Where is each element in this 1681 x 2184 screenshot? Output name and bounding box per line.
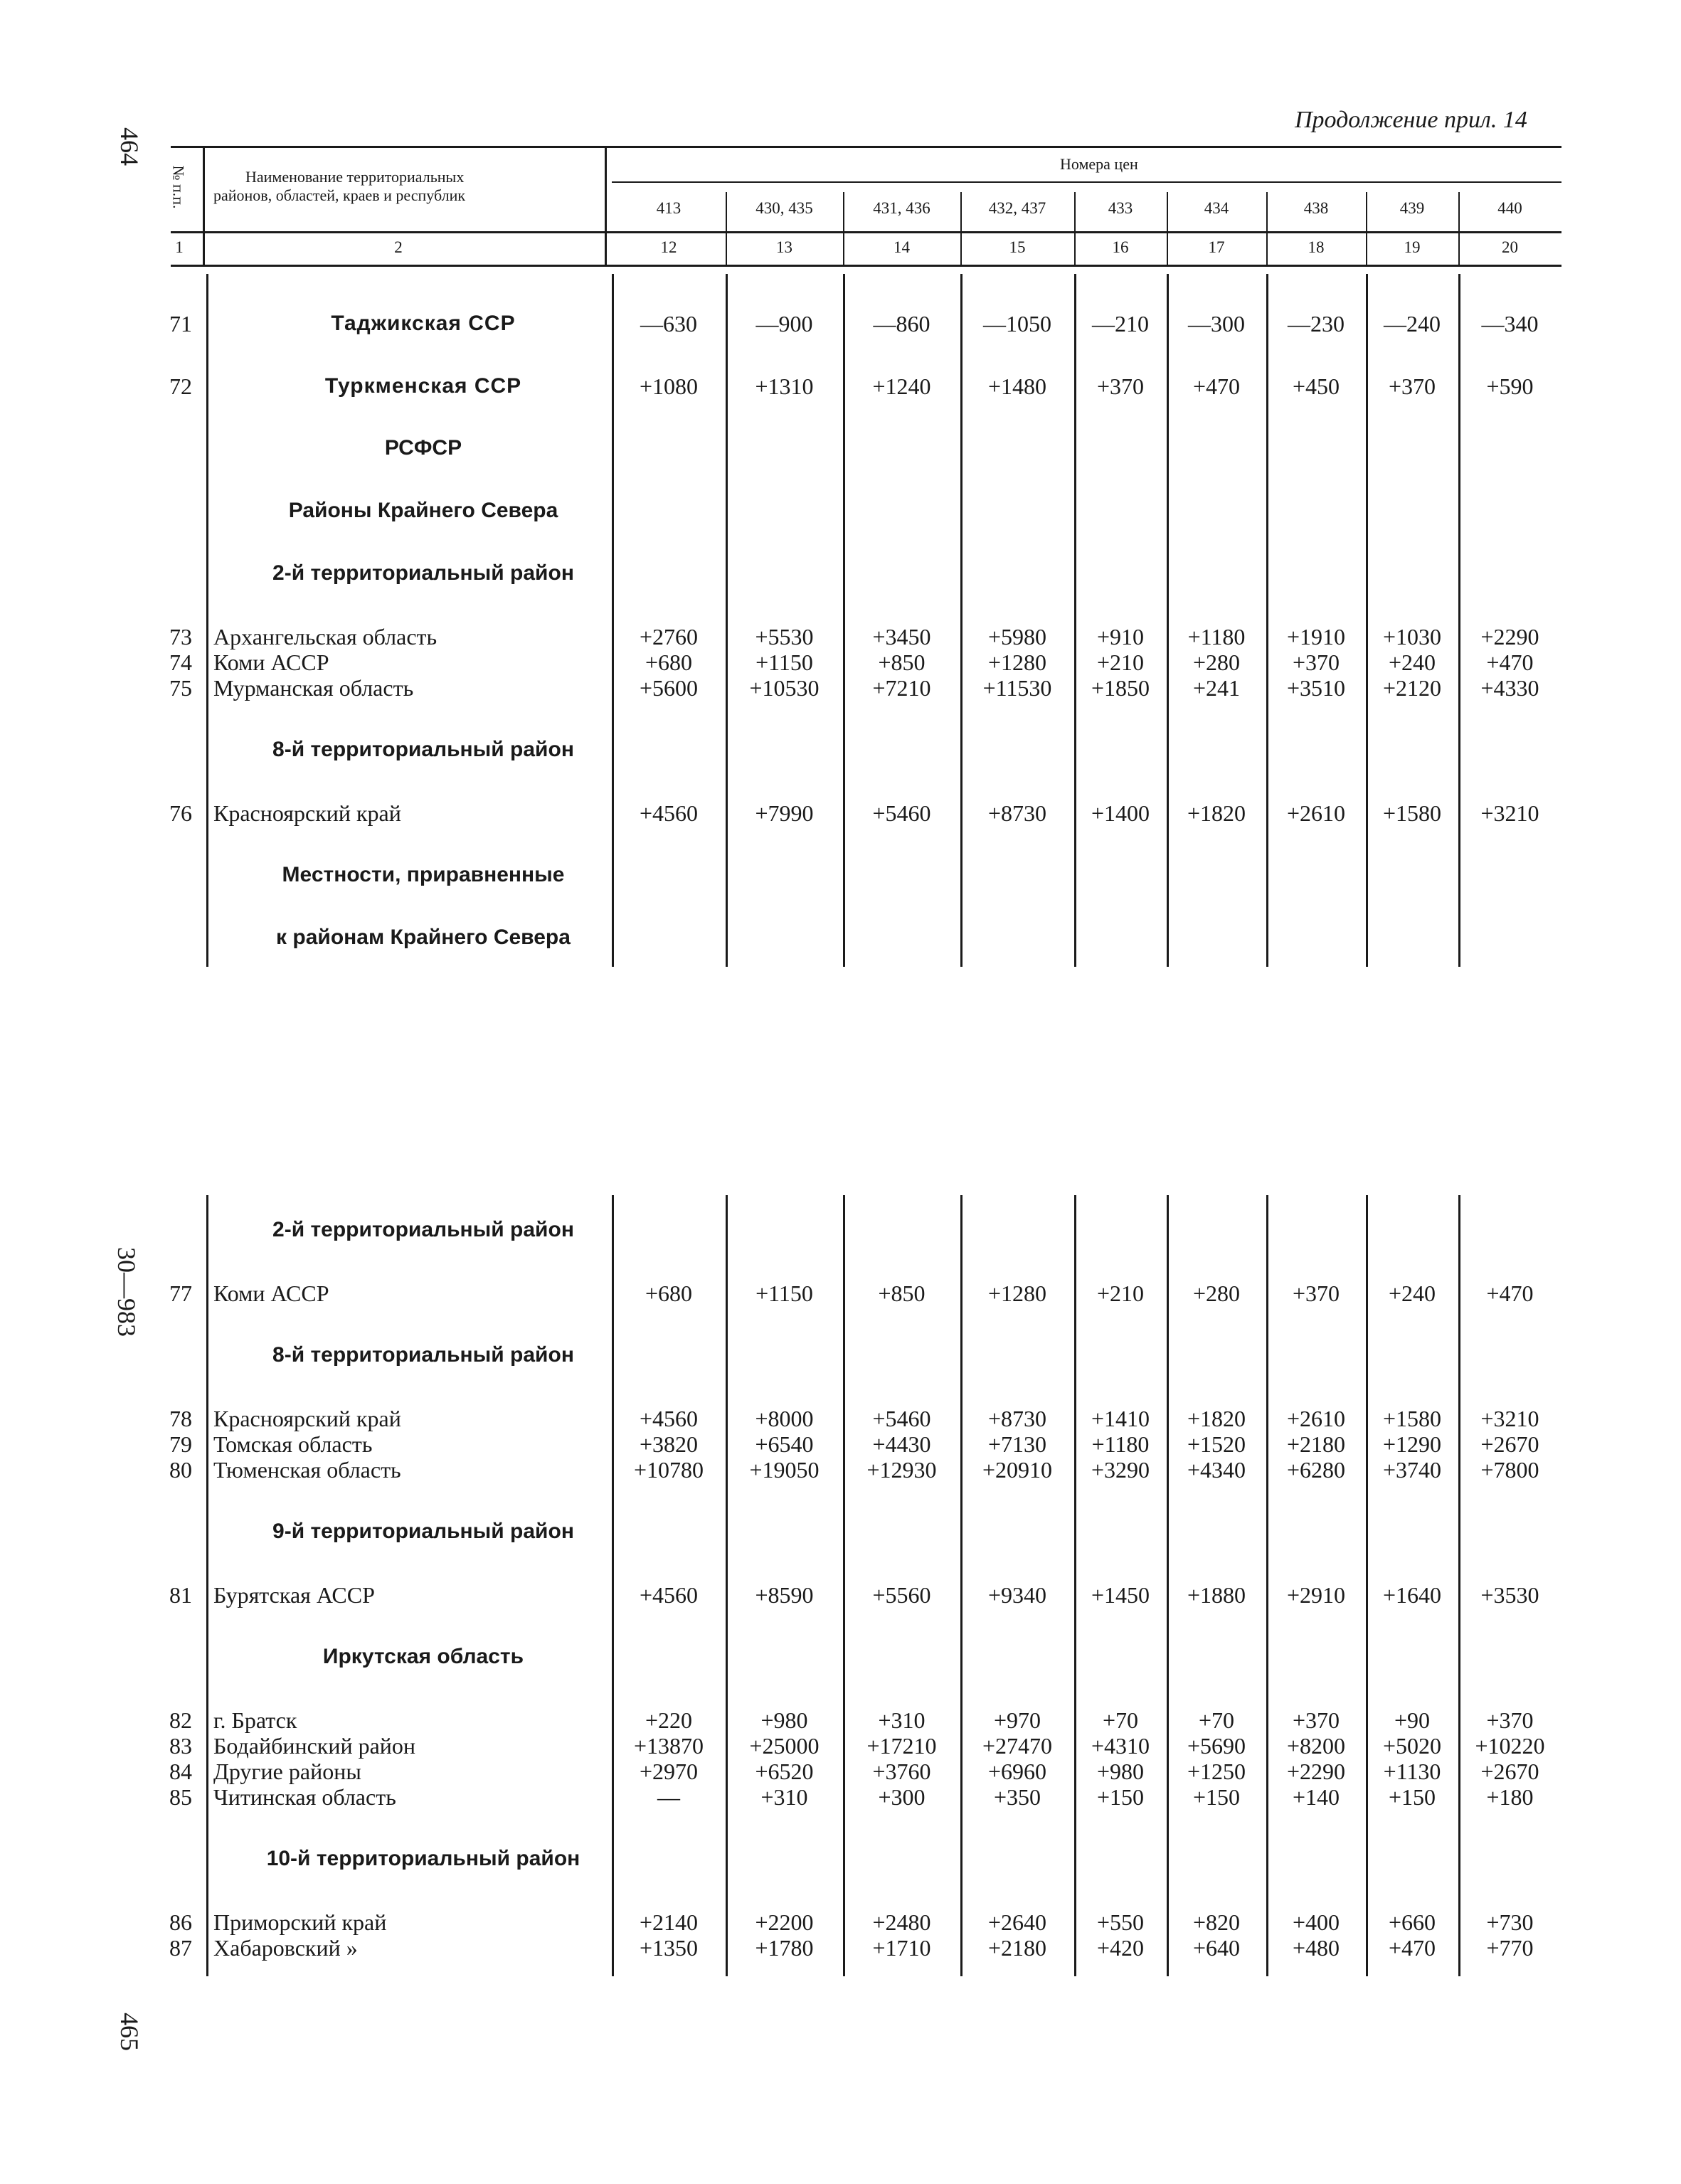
column-rule	[1167, 274, 1169, 967]
column-index: 13	[776, 238, 792, 256]
column-index: 20	[1502, 238, 1518, 256]
price-value-cell: +180	[1486, 1784, 1534, 1810]
price-value-cell: +2670	[1480, 1759, 1539, 1784]
price-value-cell: +10530	[749, 675, 820, 701]
price-value-cell: +5020	[1382, 1733, 1442, 1759]
price-value-cell: +2180	[987, 1935, 1047, 1961]
header-bottom-rule	[171, 265, 1561, 267]
price-value-cell: +3210	[1480, 800, 1539, 826]
column-index: 12	[660, 238, 677, 256]
table-upper-block	[157, 274, 1579, 985]
price-value-cell: +480	[1292, 1935, 1340, 1961]
price-value-cell: +1290	[1382, 1431, 1442, 1457]
region-name: Таджикская ССР	[331, 312, 516, 335]
price-value-cell: —230	[1288, 311, 1345, 336]
column-index: 16	[1112, 238, 1129, 256]
price-value-cell: +3210	[1480, 1406, 1539, 1431]
price-value-cell: +1820	[1187, 800, 1246, 826]
price-value-cell: +3820	[639, 1431, 699, 1457]
price-value-cell: +70	[1198, 1707, 1235, 1733]
column-rule	[726, 1195, 728, 1976]
column-rule	[1167, 1195, 1169, 1976]
price-value-cell: +90	[1394, 1707, 1431, 1733]
price-value-cell: +1410	[1091, 1406, 1150, 1431]
price-value-cell: +1130	[1383, 1759, 1441, 1784]
price-code-header: 439	[1399, 199, 1425, 217]
price-value-cell: +370	[1486, 1707, 1534, 1733]
price-value-cell: +2670	[1480, 1431, 1539, 1457]
price-value-cell: +240	[1388, 650, 1436, 675]
price-value-cell: +150	[1096, 1784, 1145, 1810]
column-rule	[612, 1195, 614, 1976]
price-value-cell: +6520	[755, 1759, 814, 1784]
section-heading: Местности, приравненные	[282, 863, 565, 886]
column-rule	[1458, 274, 1460, 967]
section-heading: 2-й территориальный район	[272, 1218, 574, 1241]
price-value-cell: +8730	[987, 800, 1047, 826]
region-name: Коми АССР	[213, 1281, 329, 1306]
price-value-cell: +1280	[987, 650, 1047, 675]
price-code-header: 440	[1497, 199, 1522, 217]
price-value-cell: +450	[1292, 373, 1340, 399]
column-index: 18	[1308, 238, 1325, 256]
column-rule	[206, 274, 208, 967]
price-value-cell: +2910	[1286, 1582, 1346, 1608]
column-rule	[843, 274, 845, 967]
price-value-cell: +550	[1096, 1909, 1145, 1935]
row-number: 75	[169, 675, 192, 701]
price-value-cell: —340	[1481, 311, 1539, 336]
price-value-cell: +6960	[987, 1759, 1047, 1784]
price-value-cell: —	[657, 1784, 680, 1810]
price-value-cell: +2200	[755, 1909, 814, 1935]
region-name: Красноярский край	[213, 1406, 401, 1431]
region-name: Хабаровский »	[213, 1935, 358, 1961]
row-number: 87	[169, 1935, 192, 1961]
header-divider	[605, 146, 607, 265]
price-value-cell: +1450	[1091, 1582, 1150, 1608]
price-value-cell: +1240	[872, 373, 931, 399]
price-value-cell: +220	[645, 1707, 693, 1733]
row-number: 71	[169, 311, 192, 336]
price-value-cell: +2290	[1286, 1759, 1346, 1784]
section-heading: РСФСР	[384, 436, 462, 460]
price-value-cell: —300	[1188, 311, 1245, 336]
price-value-cell: +470	[1192, 373, 1241, 399]
price-value-cell: +1820	[1187, 1406, 1246, 1431]
column-rule	[1366, 1195, 1368, 1976]
price-value-cell: +1580	[1382, 1406, 1442, 1431]
price-group-label: Номера цен	[1060, 155, 1138, 173]
price-value-cell: +140	[1292, 1784, 1340, 1810]
price-value-cell: +1710	[872, 1935, 931, 1961]
price-value-cell: +2180	[1286, 1431, 1346, 1457]
price-value-cell: +420	[1096, 1935, 1145, 1961]
price-value-cell: +280	[1192, 650, 1241, 675]
name-column-label: Наименование территориальных	[245, 168, 465, 186]
price-value-cell: +1850	[1091, 675, 1150, 701]
price-value-cell: +5460	[872, 1406, 931, 1431]
region-name: Бурятская АССР	[213, 1582, 375, 1608]
price-value-cell: +470	[1486, 1281, 1534, 1306]
price-value-cell: —900	[755, 311, 813, 336]
price-value-cell: +3740	[1382, 1457, 1442, 1483]
price-value-cell: +2640	[987, 1909, 1047, 1935]
price-value-cell: +4310	[1091, 1733, 1150, 1759]
price-value-cell: +1580	[1382, 800, 1442, 826]
price-value-cell: +10220	[1475, 1733, 1545, 1759]
price-value-cell: +9340	[987, 1582, 1047, 1608]
price-value-cell: —630	[640, 311, 697, 336]
price-value-cell: +470	[1486, 650, 1534, 675]
row-number: 82	[169, 1707, 192, 1733]
section-heading: Иркутская область	[322, 1645, 524, 1668]
region-name: Архангельская область	[213, 624, 438, 650]
price-value-cell: +1180	[1187, 624, 1246, 650]
price-value-cell: +980	[1096, 1759, 1145, 1784]
name-column-label: районов, областей, краев и республик	[213, 186, 466, 204]
column-rule	[1266, 1195, 1268, 1976]
region-name: г. Братск	[213, 1707, 297, 1733]
price-value-cell: +2480	[872, 1909, 931, 1935]
row-number: 79	[169, 1431, 192, 1457]
price-value-cell: —240	[1384, 311, 1441, 336]
column-rule	[960, 1195, 963, 1976]
price-code-header: 434	[1204, 199, 1229, 217]
price-value-cell: +1250	[1187, 1759, 1246, 1784]
column-rule	[843, 1195, 845, 1976]
price-value-cell: +10780	[633, 1457, 704, 1483]
price-value-cell: +1480	[987, 373, 1047, 399]
header-mid-rule	[171, 231, 1561, 233]
section-heading: 10-й территориальный район	[266, 1847, 580, 1870]
price-value-cell: +5560	[872, 1582, 931, 1608]
price-code-header: 438	[1303, 199, 1329, 217]
page-number-bottom: 465	[115, 2013, 144, 2051]
price-value-cell: +70	[1102, 1707, 1139, 1733]
section-heading: Районы Крайнего Севера	[288, 499, 558, 522]
price-value-cell: —860	[873, 311, 930, 336]
price-value-cell: +12930	[866, 1457, 937, 1483]
column-rule	[1074, 1195, 1076, 1976]
column-index: 1	[175, 238, 184, 256]
row-number: 84	[169, 1759, 192, 1784]
price-value-cell: +1350	[639, 1935, 699, 1961]
row-number: 77	[169, 1281, 192, 1306]
price-value-cell: +400	[1292, 1909, 1340, 1935]
price-value-cell: +1080	[639, 373, 699, 399]
price-value-cell: +1280	[987, 1281, 1047, 1306]
price-value-cell: +4560	[639, 1406, 699, 1431]
price-value-cell: +1640	[1382, 1582, 1442, 1608]
price-value-cell: +7210	[872, 675, 931, 701]
region-name: Бодайбинский район	[213, 1733, 416, 1759]
price-value-cell: +5460	[872, 800, 931, 826]
price-value-cell: +660	[1388, 1909, 1436, 1935]
price-value-cell: —1050	[983, 311, 1051, 336]
price-value-cell: +2760	[639, 624, 699, 650]
section-heading: 9-й территориальный район	[272, 1520, 574, 1543]
price-value-cell: +3510	[1286, 675, 1346, 701]
price-value-cell: +6280	[1286, 1457, 1346, 1483]
price-value-cell: +8200	[1286, 1733, 1346, 1759]
row-number: 74	[169, 650, 192, 675]
column-rule	[1266, 274, 1268, 967]
price-value-cell: +730	[1486, 1909, 1534, 1935]
price-value-cell: +300	[878, 1784, 926, 1810]
column-rule	[1458, 1195, 1460, 1976]
price-value-cell: +310	[878, 1707, 926, 1733]
column-index: 15	[1009, 238, 1026, 256]
price-value-cell: +370	[1292, 650, 1340, 675]
price-value-cell: +6540	[755, 1431, 814, 1457]
region-name: Коми АССР	[213, 650, 329, 675]
price-value-cell: +470	[1388, 1935, 1436, 1961]
row-number: 86	[169, 1909, 192, 1935]
price-value-cell: +241	[1192, 675, 1241, 701]
price-value-cell: +25000	[749, 1733, 820, 1759]
price-value-cell: +13870	[633, 1733, 704, 1759]
section-heading: 8-й территориальный район	[272, 738, 574, 761]
column-rule	[1366, 274, 1368, 967]
price-value-cell: +17210	[866, 1733, 937, 1759]
price-value-cell: +2290	[1480, 624, 1539, 650]
region-name: Приморский край	[213, 1909, 387, 1935]
price-value-cell: +980	[760, 1707, 808, 1733]
price-value-cell: +280	[1192, 1281, 1241, 1306]
row-number: 85	[169, 1784, 192, 1810]
header-divider	[203, 146, 205, 265]
price-value-cell: +5530	[755, 624, 814, 650]
price-value-cell: +27470	[982, 1733, 1053, 1759]
price-value-cell: +4430	[872, 1431, 931, 1457]
price-value-cell: +1150	[755, 650, 813, 675]
row-number: 83	[169, 1733, 192, 1759]
price-code-header: 413	[656, 199, 682, 217]
column-rule	[612, 274, 614, 967]
price-value-cell: +5980	[987, 624, 1047, 650]
publication-code: 30—983	[112, 1247, 141, 1337]
price-value-cell: +970	[993, 1707, 1041, 1733]
price-value-cell: +1520	[1187, 1431, 1246, 1457]
price-value-cell: +850	[878, 1281, 926, 1306]
price-value-cell: +19050	[749, 1457, 820, 1483]
price-value-cell: +640	[1192, 1935, 1241, 1961]
price-value-cell: +4340	[1187, 1457, 1246, 1483]
region-name: Другие районы	[213, 1759, 361, 1784]
price-value-cell: +5690	[1187, 1733, 1246, 1759]
section-heading: 2-й территориальный район	[272, 561, 574, 585]
price-value-cell: +1780	[755, 1935, 814, 1961]
price-code-header: 431, 436	[873, 199, 930, 217]
header-top-rule	[171, 146, 1561, 148]
column-rule	[206, 1195, 208, 1976]
price-value-cell: +310	[760, 1784, 808, 1810]
table-lower-block	[157, 1195, 1579, 2070]
page-number-top: 464	[115, 127, 144, 166]
price-value-cell: +150	[1192, 1784, 1241, 1810]
price-value-cell: +2140	[639, 1909, 699, 1935]
price-value-cell: +210	[1096, 650, 1145, 675]
column-rule	[1074, 274, 1076, 967]
price-value-cell: +370	[1388, 373, 1436, 399]
price-value-cell: +370	[1292, 1707, 1340, 1733]
price-value-cell: +3450	[872, 624, 931, 650]
price-code-header: 433	[1108, 199, 1133, 217]
price-value-cell: +240	[1388, 1281, 1436, 1306]
price-value-cell: +350	[993, 1784, 1041, 1810]
price-value-cell: +4330	[1480, 675, 1539, 701]
price-value-cell: +8000	[755, 1406, 814, 1431]
price-value-cell: +3760	[872, 1759, 931, 1784]
price-value-cell: +370	[1292, 1281, 1340, 1306]
price-value-cell: +1310	[755, 373, 814, 399]
price-value-cell: +680	[645, 650, 693, 675]
section-heading: к районам Крайнего Севера	[276, 926, 571, 949]
row-number: 80	[169, 1457, 192, 1483]
price-value-cell: +210	[1096, 1281, 1145, 1306]
price-value-cell: +1880	[1187, 1582, 1246, 1608]
price-value-cell: +5600	[639, 675, 699, 701]
price-value-cell: +8590	[755, 1582, 814, 1608]
region-name: Туркменская ССР	[324, 374, 522, 398]
region-name: Мурманская область	[213, 675, 414, 701]
row-number: 73	[169, 624, 192, 650]
price-value-cell: +820	[1192, 1909, 1241, 1935]
row-number: 78	[169, 1406, 192, 1431]
header-group-rule	[612, 181, 1561, 183]
price-value-cell: +910	[1096, 624, 1145, 650]
price-value-cell: +770	[1486, 1935, 1534, 1961]
section-heading: 8-й территориальный район	[272, 1343, 574, 1367]
price-value-cell: +590	[1486, 373, 1534, 399]
price-value-cell: +2970	[639, 1759, 699, 1784]
price-value-cell: +680	[645, 1281, 693, 1306]
price-value-cell: +7990	[755, 800, 814, 826]
price-value-cell: —210	[1092, 311, 1149, 336]
price-value-cell: +2610	[1286, 1406, 1346, 1431]
price-value-cell: +850	[878, 650, 926, 675]
price-value-cell: +370	[1096, 373, 1145, 399]
column-index: 17	[1208, 238, 1225, 256]
region-name: Тюменская область	[213, 1457, 401, 1483]
region-name: Красноярский край	[213, 800, 401, 826]
price-value-cell: +8730	[987, 1406, 1047, 1431]
num-column-label: № п.п.	[169, 165, 188, 209]
column-index: 2	[394, 238, 403, 256]
column-rule	[960, 274, 963, 967]
column-index: 19	[1404, 238, 1421, 256]
price-value-cell: +2120	[1382, 675, 1442, 701]
price-value-cell: +3290	[1091, 1457, 1150, 1483]
price-value-cell: +150	[1388, 1784, 1436, 1810]
column-rule	[726, 274, 728, 967]
price-value-cell: +1030	[1382, 624, 1442, 650]
row-number: 76	[169, 800, 192, 826]
price-value-cell: +1180	[1091, 1431, 1150, 1457]
price-value-cell: +4560	[639, 800, 699, 826]
region-name: Читинская область	[213, 1784, 396, 1810]
price-value-cell: +4560	[639, 1582, 699, 1608]
price-value-cell: +7130	[987, 1431, 1047, 1457]
price-value-cell: +2610	[1286, 800, 1346, 826]
price-code-header: 430, 435	[755, 199, 813, 217]
region-name: Томская область	[213, 1431, 373, 1457]
price-value-cell: +1400	[1091, 800, 1150, 826]
price-code-header: 432, 437	[988, 199, 1046, 217]
price-value-cell: +11530	[982, 675, 1052, 701]
price-value-cell: +20910	[982, 1457, 1053, 1483]
price-value-cell: +3530	[1480, 1582, 1539, 1608]
price-value-cell: +1910	[1286, 624, 1346, 650]
continuation-note: Продолжение прил. 14	[1295, 107, 1527, 133]
column-index: 14	[893, 238, 910, 256]
price-value-cell: +1150	[755, 1281, 813, 1306]
row-number: 81	[169, 1582, 192, 1608]
price-value-cell: +7800	[1480, 1457, 1539, 1483]
row-number: 72	[169, 373, 192, 399]
